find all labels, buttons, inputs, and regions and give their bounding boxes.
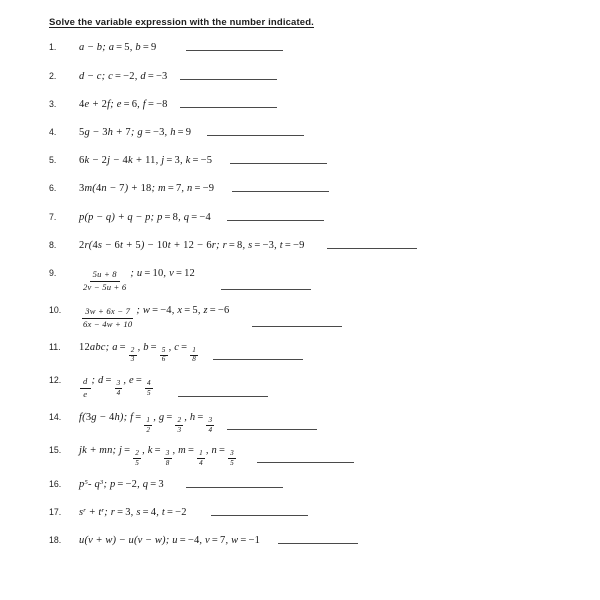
problem-number: 1. <box>49 42 57 53</box>
problem-expression: 3 m( 4 n − 7 ) + 18 ; m = 7 , n = −9 <box>79 183 215 195</box>
problem-number: 15. <box>49 445 62 456</box>
problem-expression: p(p − q) + q − p; p = 8 , q = −4 <box>79 211 211 223</box>
problem-number: 5. <box>49 155 57 166</box>
problem-body <box>79 240 590 251</box>
problem-body <box>79 375 590 399</box>
answer-blank[interactable] <box>252 326 342 327</box>
problem-row <box>49 342 590 362</box>
answer-blank[interactable] <box>327 248 417 249</box>
fraction: $\frac{3}{5}$ <box>230 449 234 467</box>
answer-blank[interactable] <box>178 396 268 397</box>
fraction: $\frac{3}{8}$ <box>165 449 170 467</box>
problem-expression: p 5 - q 3 ; p = −2 , q = 3 <box>79 478 164 490</box>
problem-body <box>79 412 590 432</box>
fraction: $\frac{5}{6}$ <box>161 345 166 364</box>
problem-body <box>79 268 590 292</box>
problem-row <box>49 375 590 399</box>
answer-blank[interactable] <box>180 107 277 108</box>
problem-body <box>79 507 590 518</box>
problem-expression: 2 r( 4 s − 6 t + 5 ) − 10 t + 12 − 6 r; r = 8 , s = −3 , t = −9 <box>79 239 305 251</box>
problem-body <box>79 212 590 223</box>
problem-row <box>49 445 590 465</box>
problem-row <box>49 535 590 550</box>
problem-expression: 5 g − 3 h + 7 ; g = −3 , h = 9 <box>79 126 192 138</box>
problem-body <box>79 99 590 110</box>
problem-expression: a − b; a = 5 , b = 9 <box>79 42 157 54</box>
problem-body <box>79 479 590 490</box>
problem-number: 18. <box>49 534 62 545</box>
problem-body <box>79 42 590 53</box>
problem-expression: f( 3 g − 4 h); f = $\frac{1}{2}$ , g = $\frac{2}{3}$ , h = $\frac{3}{4}$ <box>79 412 213 434</box>
problem-number: 12. <box>49 375 62 386</box>
problem-row <box>49 507 590 522</box>
problem-number: 8. <box>49 239 57 250</box>
problem-number: 10. <box>49 304 62 315</box>
problem-body <box>79 155 590 166</box>
fraction: $\frac{2}{5}$ <box>135 449 140 467</box>
fraction-numerator: 5u + 8 <box>90 270 120 282</box>
problem-row <box>49 127 590 142</box>
problem-row <box>49 412 590 432</box>
fraction-numerator: 3w + 6x − 7 <box>82 307 133 319</box>
fraction: $\frac{3}{4}$ <box>116 379 121 397</box>
problem-body <box>79 183 590 194</box>
fraction-denominator: 6x − 4w + 10 <box>83 318 133 329</box>
fraction: $\frac{2}{3}$ <box>177 416 182 434</box>
problem-row <box>49 71 590 86</box>
problem-number: 11. <box>49 341 61 352</box>
answer-blank[interactable] <box>186 50 283 51</box>
problem-expression: d − c; c = −2 , d = −3 <box>79 70 168 82</box>
fraction-denominator: 2v − 5u + 6 <box>83 281 127 292</box>
problem-expression: 12 abc; a = $\frac{2}{3}$ , b = $\frac{5}{6}$ , c = $\frac{1}{8}$ <box>79 341 197 364</box>
answer-blank[interactable] <box>227 429 317 430</box>
problem-expression: $\frac{d}{e}$ ; d = $\frac{3}{4}$ , e = $\frac{4}{5}$ <box>79 375 154 399</box>
problem-body <box>79 71 590 82</box>
problem-body <box>79 305 590 329</box>
problem-expression: u(v + w) − u(v − w); u = −4 , v = 7 , w = −1 <box>79 534 261 546</box>
problem-body <box>79 127 590 138</box>
answer-blank[interactable] <box>207 135 304 136</box>
problem-body <box>79 445 590 465</box>
answer-blank[interactable] <box>211 515 308 516</box>
problem-row <box>49 240 590 255</box>
fraction: $\frac{1}{4}$ <box>199 449 203 467</box>
problem-body <box>79 535 590 546</box>
problem-number: 6. <box>49 183 57 194</box>
problem-number: 9. <box>49 267 57 278</box>
answer-blank[interactable] <box>278 543 358 544</box>
problem-number: 16. <box>49 478 62 489</box>
fraction: $\frac{1}{8}$ <box>192 345 197 364</box>
problem-row <box>49 99 590 114</box>
problem-row <box>49 479 590 494</box>
problem-row <box>49 183 590 198</box>
problem-body <box>79 342 590 362</box>
problem-expression: 6 k − 2 j − 4 k + 11 , j = 3 , k = −5 <box>79 155 213 167</box>
problem-expression: 4 e + 2 f; e = 6 , f = −8 <box>79 98 168 110</box>
fraction: $\frac{1}{2}$ <box>146 416 151 434</box>
fraction <box>80 307 135 330</box>
fraction: $\frac{4}{5}$ <box>147 379 151 397</box>
problem-row <box>49 155 590 170</box>
answer-blank[interactable] <box>232 191 329 192</box>
fraction: $\frac{d}{e}$ <box>80 377 91 400</box>
fraction: $\frac{2}{3}$ <box>130 345 135 364</box>
problem-row <box>49 268 590 292</box>
problem-row <box>49 305 590 329</box>
answer-blank[interactable] <box>227 220 324 221</box>
problem-number: 3. <box>49 98 57 109</box>
fraction: $\frac{3}{4}$ <box>208 416 213 434</box>
answer-blank[interactable] <box>257 462 354 463</box>
answer-blank[interactable] <box>221 289 311 290</box>
problem-number: 17. <box>49 506 62 517</box>
answer-blank[interactable] <box>213 359 303 360</box>
problem-number: 2. <box>49 70 57 81</box>
problem-number: 7. <box>49 211 57 222</box>
answer-blank[interactable] <box>180 79 277 80</box>
problem-number: 4. <box>49 126 57 137</box>
problem-row <box>49 42 590 57</box>
fraction <box>80 270 129 293</box>
problem-expression: s r + t r ; r = 3 , s = 4 , t = −2 <box>79 506 187 518</box>
problem-expression: $\frac{3w + 6x - 7}{6x - 4w + 10}$ ; w = −4 , x = 5 , z = −6 <box>79 305 230 329</box>
problem-list <box>49 42 590 550</box>
page-title: Solve the variable expression with the number indicated. <box>49 17 314 28</box>
answer-blank[interactable] <box>230 163 327 164</box>
answer-blank[interactable] <box>186 487 283 488</box>
problem-number: 14. <box>49 412 62 422</box>
problem-expression: jk + mn; j = $\frac{2}{5}$ , k = $\frac{3}{8}$ , m = $\frac{1}{4}$ , n = $\frac{3}{5}$ <box>79 445 234 467</box>
problem-expression: $\frac{5u + 8}{2v - 5u + 6}$ ; u = 10 , v = 12 <box>79 268 195 292</box>
problem-row <box>49 212 590 227</box>
